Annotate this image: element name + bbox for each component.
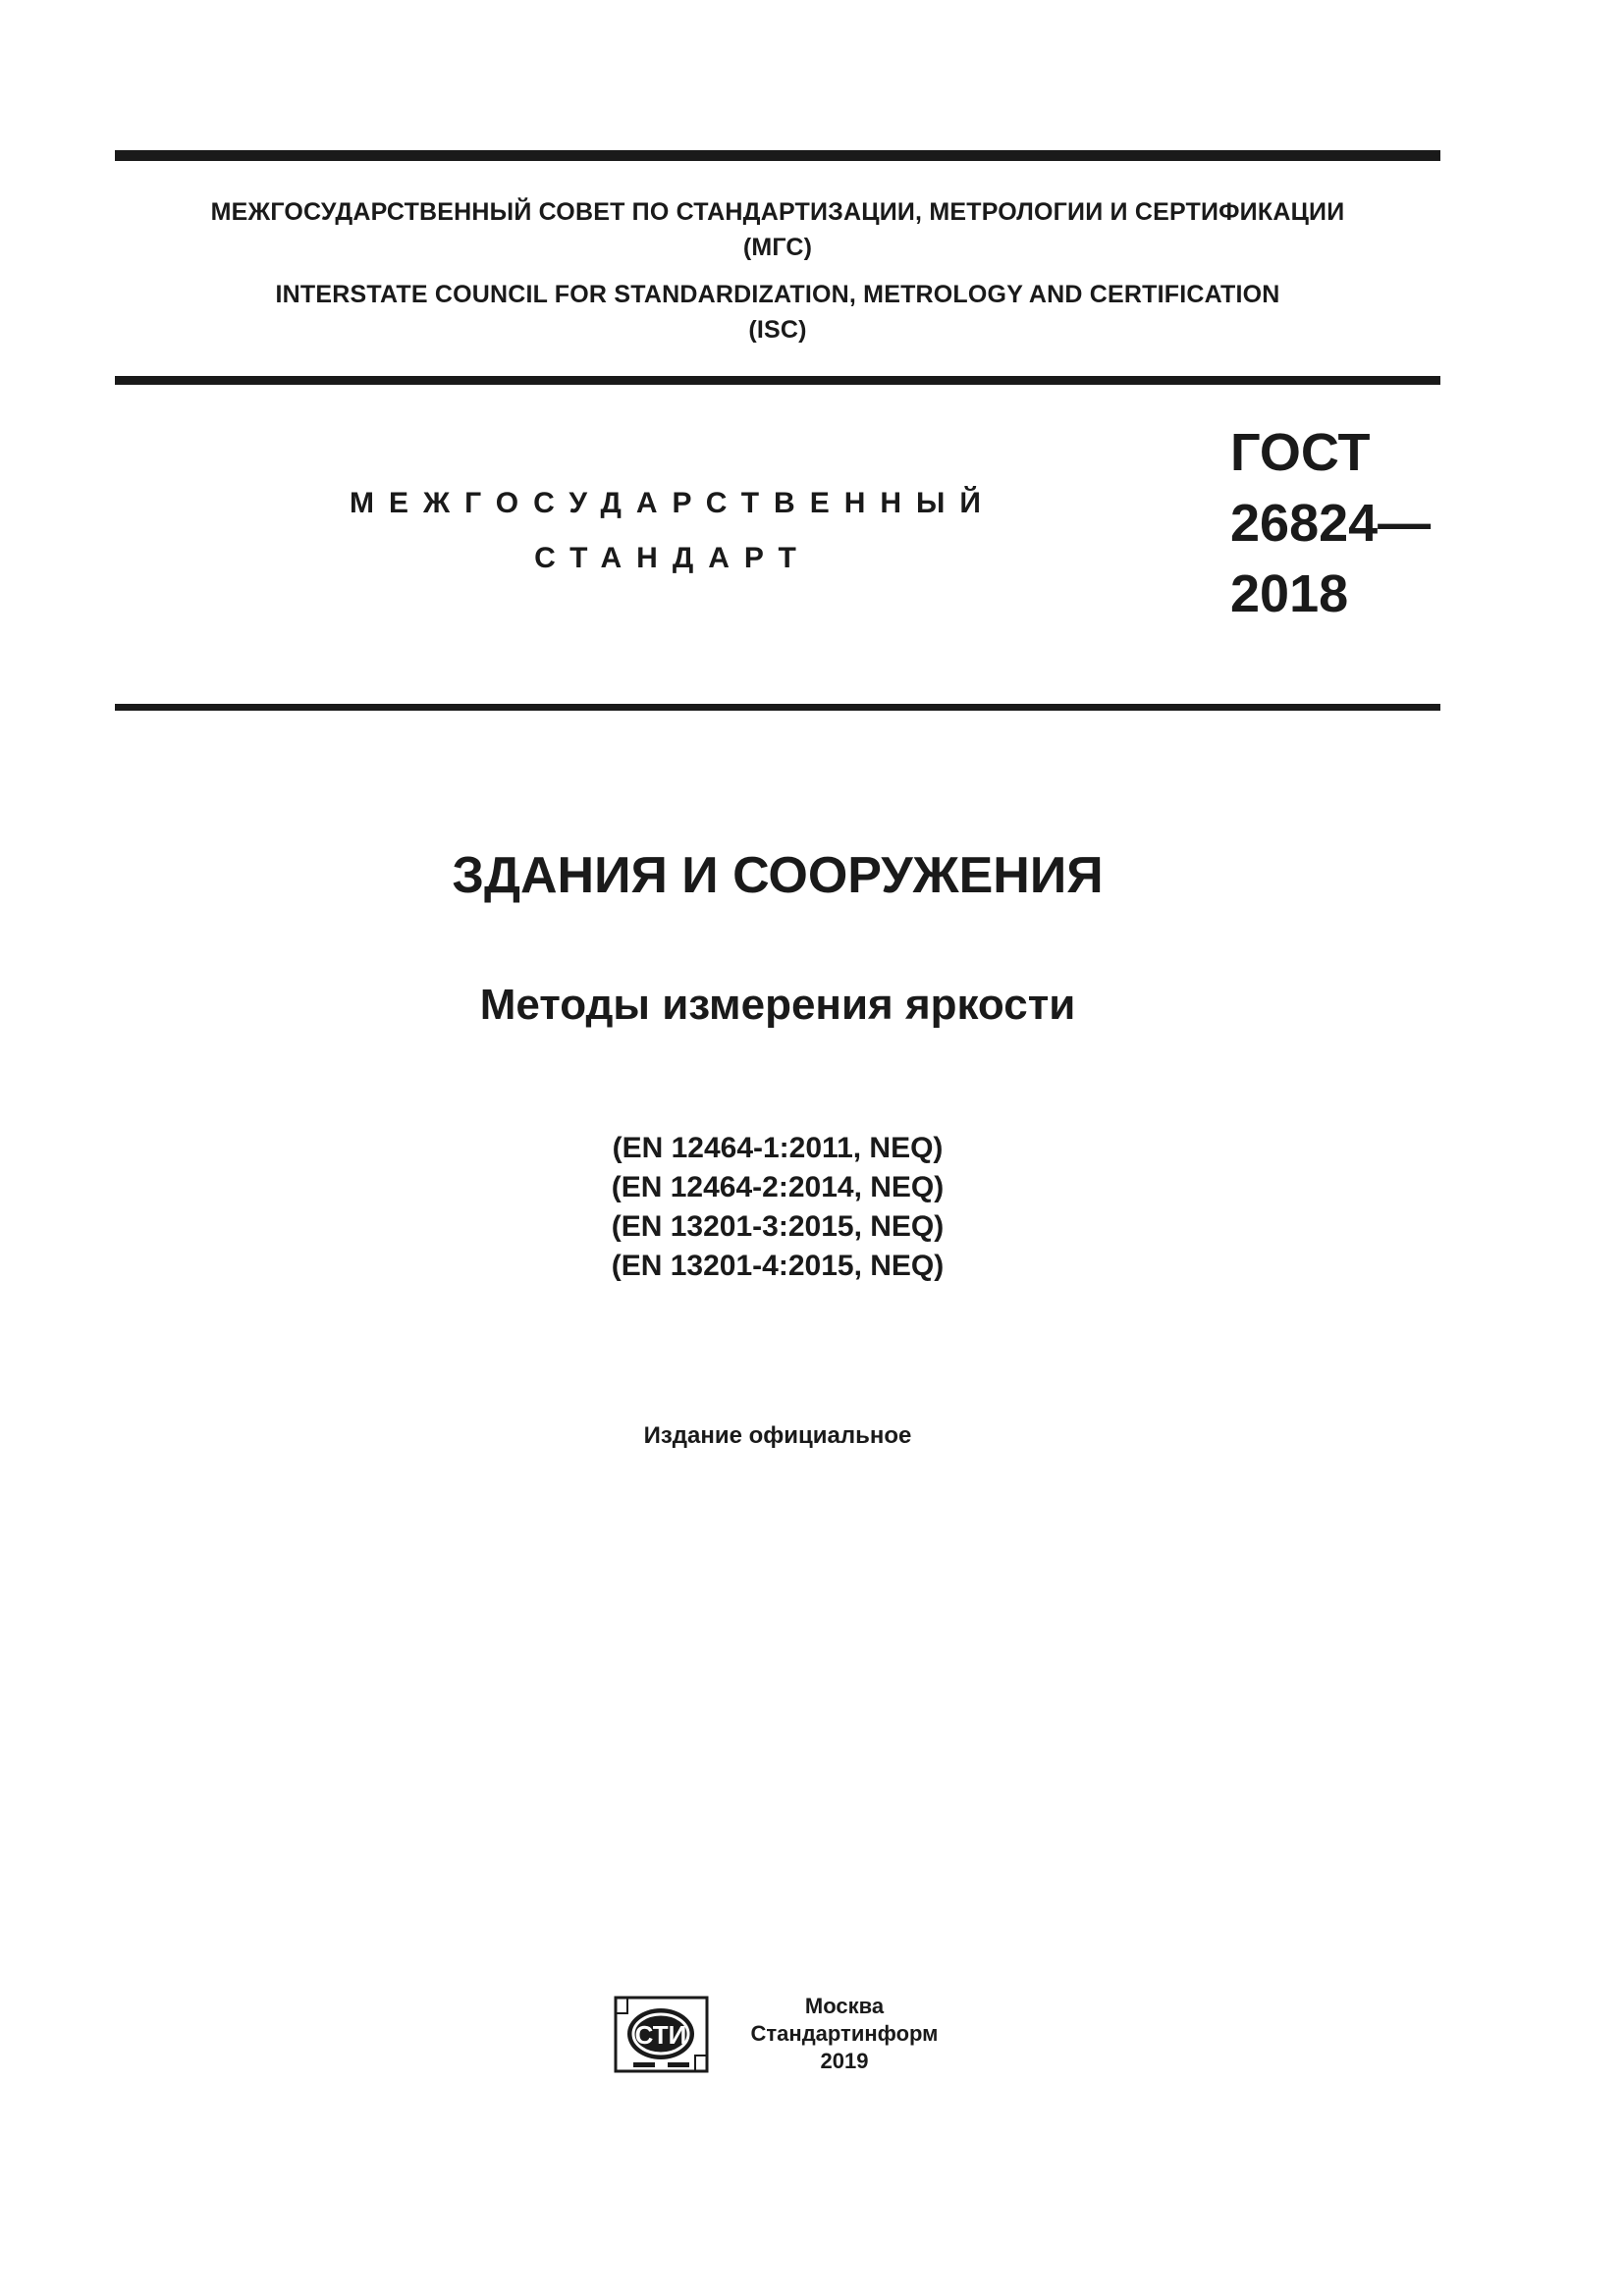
lower-rule — [115, 704, 1440, 711]
council-name-ru: МЕЖГОСУДАРСТВЕННЫЙ СОВЕТ ПО СТАНДАРТИЗАЦИИ, МЕТРОЛОГИИ И СЕРТИФИКАЦИИ — [210, 198, 1345, 226]
reference-standards — [115, 1129, 1440, 1286]
council-abbr-en: (ISC) — [748, 316, 807, 344]
logo-lettering: СТИ — [634, 2020, 687, 2050]
standard-type — [295, 476, 1051, 586]
council-name-en: INTERSTATE COUNCIL FOR STANDARDIZATION, METROLOGY AND CERTIFICATION — [275, 281, 1280, 308]
publisher-block — [727, 1993, 962, 2075]
standard-designation — [1230, 417, 1431, 629]
standard-type-line1: МЕЖГОСУДАРСТВЕННЫЙ — [350, 487, 996, 519]
council-abbr-ru: (МГС) — [742, 234, 813, 261]
council-header — [115, 194, 1440, 347]
designation-year: 2018 — [1230, 564, 1349, 623]
middle-rule — [115, 376, 1440, 385]
document-title: ЗДАНИЯ И СООРУЖЕНИЯ — [452, 847, 1104, 904]
reference-item: (EN 12464-2:2014, NEQ) — [611, 1171, 945, 1203]
reference-item: (EN 13201-4:2015, NEQ) — [611, 1250, 945, 1282]
designation-number: 26824— — [1230, 494, 1432, 553]
standartinform-logo-icon — [614, 1996, 709, 2073]
publisher-city: Москва — [804, 1994, 885, 2018]
standard-type-line2: СТАНДАРТ — [534, 542, 811, 574]
top-rule — [115, 150, 1440, 161]
document-subtitle: Методы измерения яркости — [479, 981, 1076, 1029]
edition-note: Издание официальное — [643, 1422, 912, 1449]
reference-item: (EN 13201-3:2015, NEQ) — [611, 1210, 945, 1243]
designation-prefix: ГОСТ — [1230, 423, 1371, 482]
publisher-name: Стандартинформ — [750, 2021, 939, 2046]
publication-year: 2019 — [820, 2049, 869, 2073]
reference-item: (EN 12464-1:2011, NEQ) — [612, 1132, 944, 1164]
